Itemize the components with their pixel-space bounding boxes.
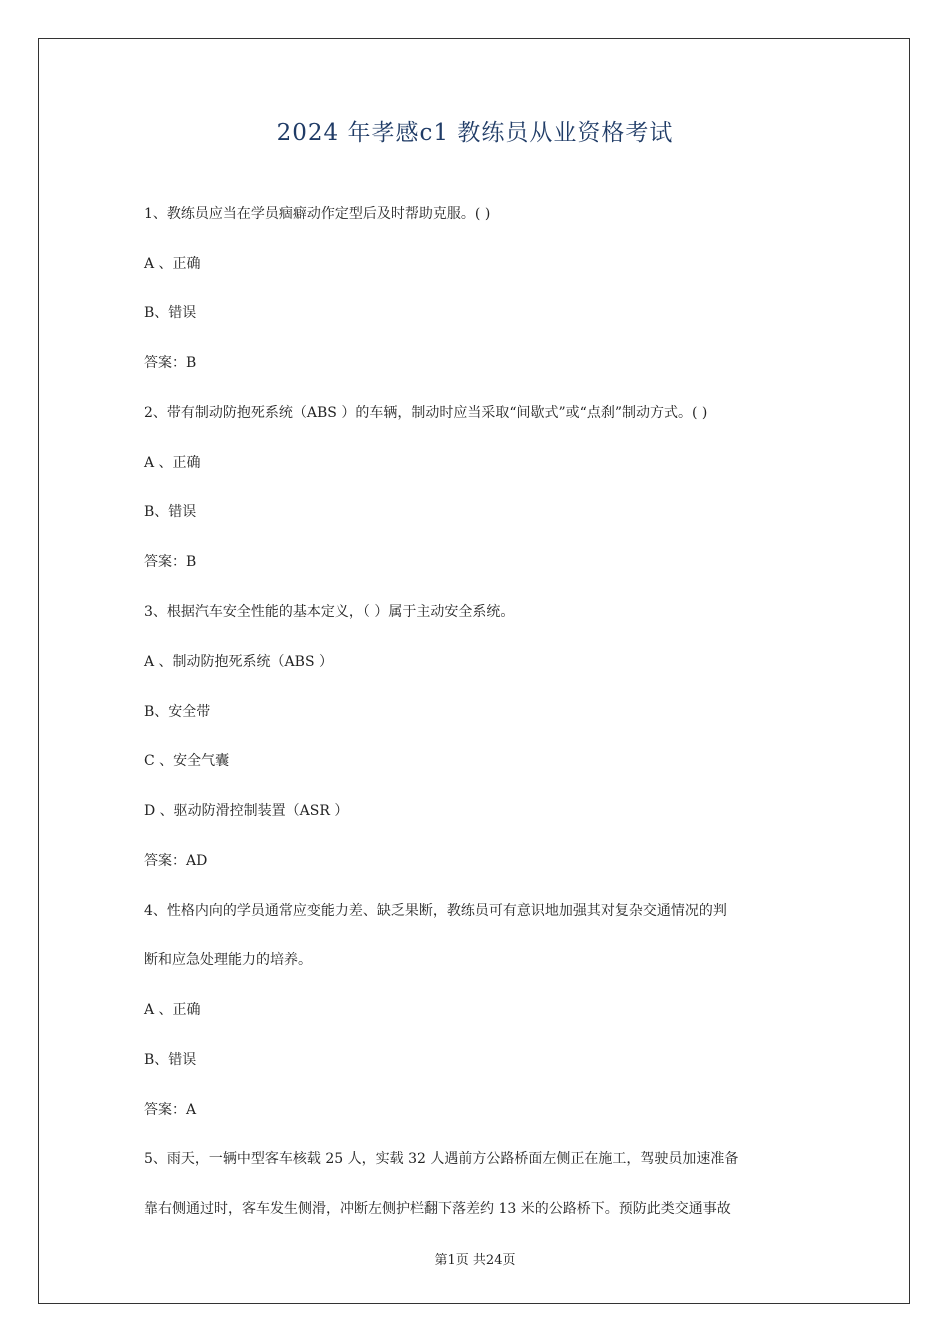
question-4-stem-line-1: 4、性格内向的学员通常应变能力差、缺乏果断，教练员可有意识地加强其对复杂交通情况的判 <box>144 903 727 919</box>
question-2-option-b: B、错误 <box>144 504 197 520</box>
question-1-option-b: B、错误 <box>144 305 197 321</box>
question-3-answer: 答案：AD <box>144 853 208 869</box>
question-1-stem: 1、教练员应当在学员痼癖动作定型后及时帮助克服。( ) <box>144 206 491 222</box>
document-title: 2024 年孝感c1 教练员从业资格考试 <box>276 120 674 146</box>
question-3-option-d: D 、驱动防滑控制装置（ASR ） <box>144 803 349 819</box>
question-1-answer: 答案：B <box>144 355 197 371</box>
question-4-stem-line-2: 断和应急处理能力的培养。 <box>144 952 312 968</box>
question-3-stem: 3、根据汽车安全性能的基本定义，（ ）属于主动安全系统。 <box>144 604 515 620</box>
question-3-option-a: A 、制动防抱死系统（ABS ） <box>144 654 333 670</box>
question-5-stem-line-1: 5、雨天，一辆中型客车核载 25 人，实载 32 人遇前方公路桥面左侧正在施工，驾驶员加速准备 <box>144 1151 739 1167</box>
question-3-option-b: B、安全带 <box>144 704 211 720</box>
question-3-option-c: C 、安全气囊 <box>144 753 230 769</box>
question-1-option-a: A 、正确 <box>144 256 201 272</box>
question-4-answer: 答案：A <box>144 1102 197 1118</box>
question-4-option-a: A 、正确 <box>144 1002 201 1018</box>
page-footer: 第1页 共24页 <box>434 1253 516 1268</box>
question-2-stem: 2、带有制动防抱死系统（ABS ）的车辆，制动时应当采取“间歇式”或“点刹”制动方式。( ) <box>144 405 708 421</box>
question-2-option-a: A 、正确 <box>144 455 201 471</box>
question-5-stem-line-2: 靠右侧通过时，客车发生侧滑，冲断左侧护栏翻下落差约 13 米的公路桥下。预防此类交通事故 <box>144 1201 731 1217</box>
question-2-answer: 答案：B <box>144 554 197 570</box>
question-4-option-b: B、错误 <box>144 1052 197 1068</box>
